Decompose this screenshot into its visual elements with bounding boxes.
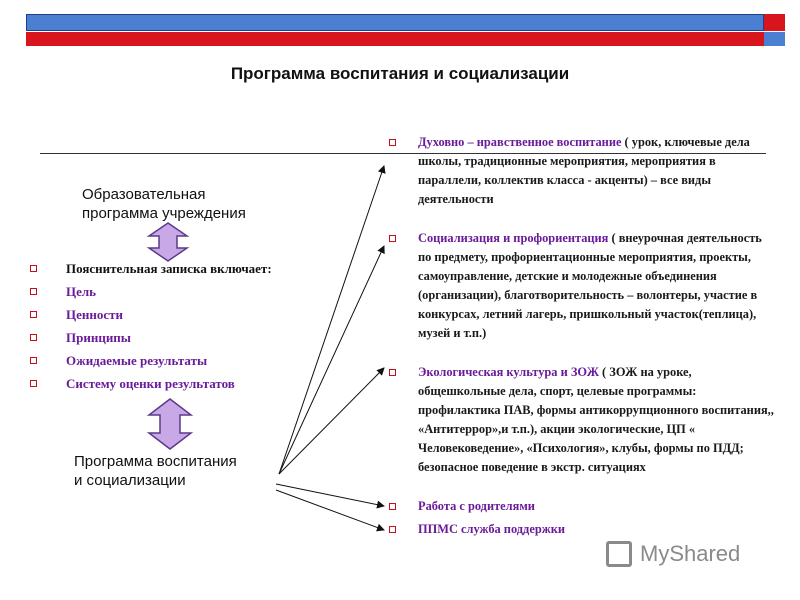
right-item-socialization: [389, 229, 774, 342]
list-item: Принципы: [30, 326, 330, 349]
page-title: Программа воспитания и социализации: [230, 64, 570, 83]
item-title: Социализация и профориентация: [418, 231, 609, 245]
item-title: ППМС служба поддержки: [418, 522, 565, 536]
square-bullet-icon: [389, 503, 396, 510]
square-bullet-icon: [389, 139, 396, 146]
square-bullet-icon: [389, 235, 396, 242]
list-item: Пояснительная записка включает:: [30, 257, 330, 280]
item-details: ( ЗОЖ на уроке, общешкольные дела, спорт, целевые программы: профилактика ПАВ, формы антикоррупционного воспитания,, «Антитеррор»,и т.п.), акции экологические, ЦП « Человековедение», «Психология», клубы, формы по ПДД; безопасное поведение в экстр. ситуациях: [418, 365, 774, 474]
right-item-ecology: [389, 363, 774, 476]
item-title: Экологическая культура и ЗОЖ: [418, 365, 599, 379]
upbringing-program-label: Программа воспитания и социализации: [74, 453, 237, 489]
right-item-parents: [389, 497, 774, 516]
item-title: Работа с родителями: [418, 499, 535, 513]
right-item-spiritual: [389, 133, 774, 209]
arrow-to-spiritual: [279, 166, 384, 474]
arrow-to-socialization: [279, 246, 384, 474]
school-program-label: Образовательная программа учреждения: [82, 186, 246, 222]
watermark-text: MyShared: [640, 541, 741, 566]
list-item: Ожидаемые результаты: [30, 349, 330, 372]
arrow-to-support: [276, 490, 384, 530]
square-bullet-icon: [389, 369, 396, 376]
arrow-to-ecology: [279, 368, 384, 474]
list-item: Систему оценки результатов: [30, 372, 330, 395]
item-title: Духовно – нравственное воспитание: [418, 135, 622, 149]
list-item: Ценности: [30, 303, 330, 326]
list-item: Цель: [30, 280, 330, 303]
item-details: ( урок, ключевые дела школы, традиционные мероприятия, мероприятия в параллели, коллектив класса - акценты) – все виды деятельности: [418, 135, 750, 206]
square-bullet-icon: [389, 526, 396, 533]
presentation-icon: [606, 541, 632, 567]
item-details: ( внеурочная деятельность по предмету, профориентационные мероприятия, проекты, самоуправление, детские и молодежные объединения (организации), благотворительность – волонтеры, участие в конкурсах, летний лагерь, пришкольный участок(теплица), музей и т.п.): [418, 231, 762, 340]
watermark: [606, 536, 740, 572]
arrow-to-parents: [276, 484, 384, 506]
